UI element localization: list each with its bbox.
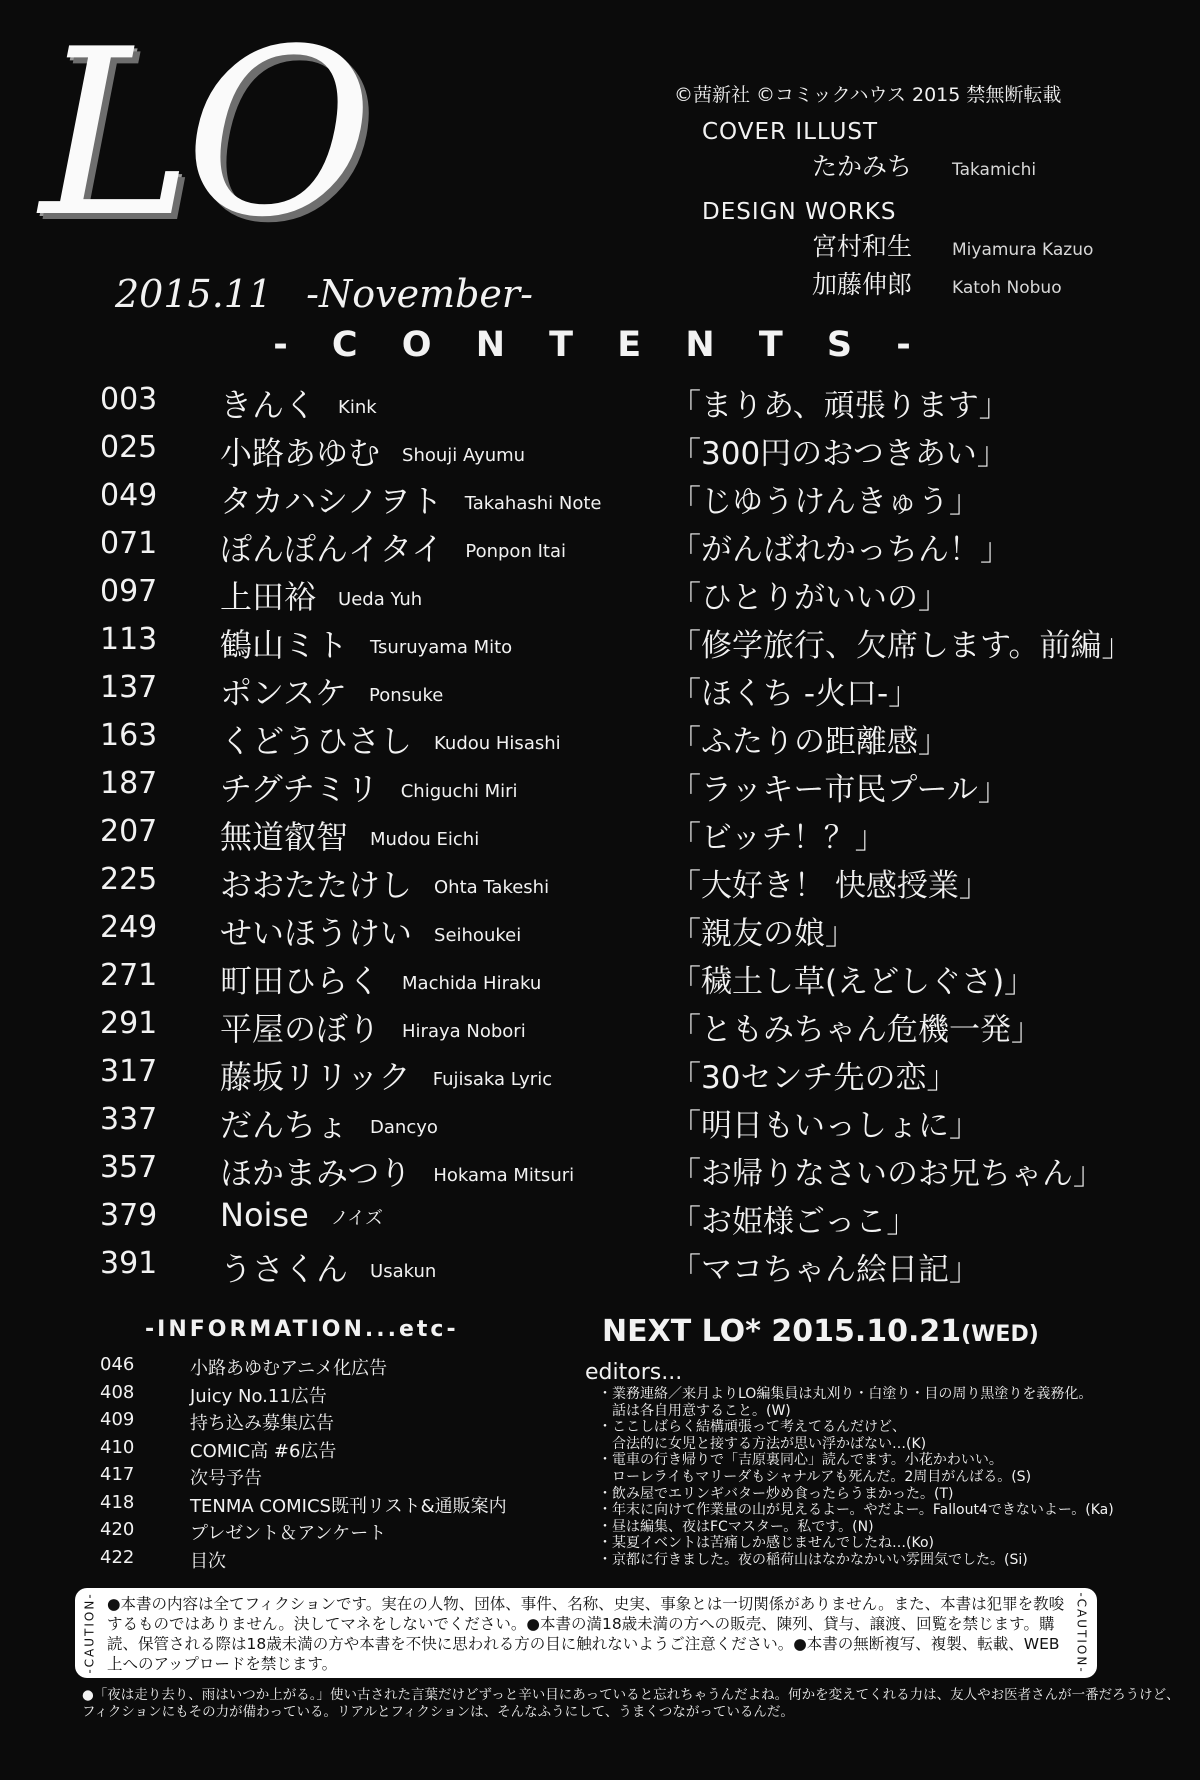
cover-artist-name: たかみち [812,152,913,181]
footer-note: ●「夜は走り去り、雨はいつか上がる。」使い古された言葉だけどずっと辛い目にあっていると忘れちゃうんだよね。何かを変えてくれる力は、友人やお医者さんが一番だろうけど、フィクションにもその力が備わっている。リアルとフィクションは、そんなふうにして、うまくつながっているんだ。 [82,1687,1180,1720]
toc-author [220,476,601,522]
toc-story-title: 「じゆうけんきゅう」 [670,484,980,520]
toc-row [100,430,1180,478]
information-heading: -INFORMATION...etc- [145,1317,459,1342]
editor-comment-line: ・飲み屋でエリンギバター炒め食ったらうまかった。(T) [598,1485,954,1502]
toc-page-number: 137 [100,670,158,705]
toc-row [100,670,1180,718]
information-list [100,1354,580,1574]
toc-author-name: タカハシノヲト [220,482,443,520]
toc-author-romaji: Kudou Hisashi [434,732,561,754]
toc-story-title: 「修学旅行、欠席します。前編」 [670,628,1133,664]
toc-row [100,862,1180,910]
toc-author-romaji: Fujisaka Lyric [432,1068,553,1090]
information-page: 418 [100,1491,135,1513]
information-label: プレゼント＆アンケート [190,1523,387,1544]
toc-author-name: 平屋のぼり [220,1010,381,1048]
toc-story-title: 「ふたりの距離感」 [670,724,949,760]
toc-author-name: 町田ひらく [220,962,381,1000]
toc-row [100,814,1180,862]
issue-date [115,272,533,316]
toc-story-title: 「ビッチ！？」 [670,820,886,856]
toc-author-romaji: ノイズ [330,1208,383,1229]
toc-story-title: 「ほくち -火口-」 [670,676,920,712]
information-page: 420 [100,1519,135,1540]
editor-comment-line: ・電車の行き帰りで「吉原裏同心」読んでます。小花かわいい。 [598,1452,1003,1469]
toc-author-name: だんちょ [220,1106,349,1144]
toc-page-number: 187 [100,766,158,801]
designer-romaji: Katoh Nobuo [952,278,1062,298]
toc-page-number: 071 [100,526,158,561]
toc-author-romaji: Dancyo [370,1116,438,1138]
toc-row [100,478,1180,526]
table-of-contents [100,382,1180,1294]
editors-notes [598,1386,1114,1569]
toc-author [220,668,443,714]
toc-author-name: チグチミリ [220,770,379,808]
information-label: TENMA COMICS既刊リスト&通販案内 [190,1495,507,1517]
toc-page-number: 003 [100,382,158,417]
issue-month: -November- [306,272,533,316]
information-label: 目次 [190,1550,226,1572]
toc-author-romaji: Tsuruyama Mito [370,636,513,658]
toc-row [100,1150,1180,1198]
toc-author [220,812,479,858]
toc-author [220,764,518,810]
editor-comment-line: ・業務連絡／来月よりLO編集員は丸刈り・白塗り・目の周り黒塗りを義務化。 [598,1386,1093,1402]
toc-author-name: きんく [220,386,317,424]
toc-row [100,910,1180,958]
toc-author-name: 藤坂リリック [220,1058,411,1096]
editor-comment-line: 合法的に女児と接する方法が思い浮かばない…(K) [598,1435,927,1452]
designer-name: 加藤伸郎 [812,270,913,299]
toc-page-number: 163 [100,718,158,753]
information-item [100,1492,580,1520]
toc-author-romaji: Ponpon Itai [465,540,566,562]
information-item [100,1382,580,1410]
information-page: 408 [100,1381,135,1403]
toc-author-romaji: Hokama Mitsuri [433,1164,575,1186]
toc-page-number: 379 [100,1198,158,1233]
toc-author [220,524,566,570]
toc-row [100,382,1180,430]
toc-row [100,958,1180,1006]
caution-label-left: -CAUTION- [83,1592,98,1674]
toc-story-title: 「明日もいっしょに」 [670,1108,980,1144]
toc-row [100,766,1180,814]
toc-page-number: 337 [100,1102,158,1137]
toc-story-title: 「まりあ、頑張ります」 [670,388,1010,424]
information-label: 小路あゆむアニメ化広告 [190,1358,388,1379]
editor-comment-line: ・昼は編集、夜はFCマスター。私です。(N) [598,1518,874,1535]
credits-block [674,80,1174,301]
toc-author [220,716,561,762]
toc-row [100,1246,1180,1294]
toc-author-romaji: Hiraya Nobori [402,1020,526,1042]
toc-author-name: 上田裕 [220,578,317,616]
toc-row [100,526,1180,574]
toc-author-romaji: Ueda Yuh [338,588,423,610]
toc-story-title: 「大好き！ 快感授業」 [670,868,990,904]
toc-author-name: ほかまみつり [220,1154,412,1192]
editor-comment-line: ・年末に向けて作業量の山が見えるよー。やだよー。Fallout4できないよー。(Ka) [598,1502,1114,1519]
toc-author [220,1148,574,1194]
design-works-heading: DESIGN WORKS [702,199,897,225]
toc-author [220,956,541,1002]
magazine-logo: LO [40,1,366,268]
toc-page-number: 049 [100,478,158,513]
caution-box [75,1588,1097,1678]
toc-author-romaji: Ohta Takeshi [434,876,550,898]
toc-story-title: 「お帰りなさいのお兄ちゃん」 [670,1156,1104,1192]
toc-author [220,572,422,618]
information-item [100,1437,580,1465]
design-credit [812,227,1174,263]
toc-author [220,1244,436,1290]
toc-page-number: 391 [100,1246,158,1281]
next-issue-label: NEXT LO* 2015.10.21 [602,1314,962,1349]
toc-page-number: 097 [100,574,158,609]
toc-author [220,1004,526,1050]
editor-comment-line: ローレライもマリーダもシャナルアも死んだ。2周目がんばる。(S) [598,1468,1032,1485]
contents-heading: - C O N T E N T S - [273,325,927,365]
information-page: 417 [100,1464,135,1485]
toc-author-name: せいほうけい [220,914,413,952]
toc-author-romaji: Chiguchi Miri [400,780,518,802]
information-item [100,1519,580,1547]
toc-author-romaji: Usakun [370,1260,437,1282]
toc-row [100,718,1180,766]
editors-heading: editors... [585,1360,683,1385]
toc-author-romaji: Mudou Eichi [370,828,480,850]
toc-author-name: くどうひさし [220,722,413,760]
toc-author-name: おおたたけし [220,866,413,904]
toc-page-number: 271 [100,958,158,993]
designer-romaji: Miyamura Kazuo [952,240,1094,260]
design-credit [812,265,1174,301]
toc-row [100,622,1180,670]
toc-author-romaji: Ponsuke [369,684,444,706]
toc-author [220,1052,552,1098]
toc-page-number: 291 [100,1006,158,1041]
information-item [100,1547,580,1575]
toc-author-romaji: Shouji Ayumu [402,444,526,466]
toc-page-number: 249 [100,910,158,945]
toc-story-title: 「ひとりがいいの」 [670,580,949,616]
toc-story-title: 「300円のおつきあい」 [670,436,1008,472]
cover-illust-credit [812,147,1174,183]
toc-story-title: 「穢土し草(えどしぐさ)」 [670,964,1036,1000]
toc-story-title: 「マコちゃん絵日記」 [670,1252,980,1288]
information-page: 422 [100,1546,135,1568]
editor-comment-line: ・某夏イベントは苦痛しか感じませんでしたね…(Ko) [598,1535,934,1552]
cover-artist-romaji: Takamichi [952,160,1037,180]
toc-author-name: 無道叡智 [220,818,349,856]
editor-comment-line: ・京都に行きました。夜の稲荷山はなかなかいい雰囲気でした。(Si) [598,1551,1028,1568]
toc-story-title: 「親友の娘」 [670,916,856,952]
toc-author [220,380,377,426]
toc-row [100,1198,1180,1246]
toc-author [220,428,525,474]
toc-author-romaji: Takahashi Note [464,492,602,514]
toc-author-romaji: Machida Hiraku [402,972,542,994]
toc-author-name: 鶴山ミト [220,626,349,664]
information-page: 410 [100,1436,135,1458]
toc-author [220,860,549,906]
toc-row [100,574,1180,622]
information-label: Juicy No.11広告 [190,1385,327,1407]
toc-page-number: 025 [100,430,158,465]
toc-row [100,1006,1180,1054]
toc-author-name: うさくん [220,1250,349,1288]
editor-comment-line: ・ここしばらく結構頑張って考えてるんだけど、 [598,1419,906,1436]
issue-number: 2015.11 [115,272,273,316]
toc-author [220,620,512,666]
toc-row [100,1102,1180,1150]
toc-author-name: Noise [220,1196,309,1234]
toc-author-name: ぽんぽんイタイ [220,530,444,568]
toc-page-number: 225 [100,862,158,897]
information-label: 次号予告 [190,1468,262,1489]
information-label: 持ち込み募集広告 [190,1413,334,1434]
toc-author [220,908,521,954]
next-issue-weekday: (WED) [961,1322,1039,1347]
toc-author-name: ポンスケ [220,674,348,712]
toc-author [220,1100,438,1146]
toc-story-title: 「お姫様ごっこ」 [670,1204,918,1240]
toc-author-name: 小路あゆむ [220,434,381,472]
information-page: 046 [100,1354,135,1375]
information-item [100,1409,580,1437]
next-issue-date [602,1314,1039,1349]
caution-label-right: -CAUTION- [1075,1592,1090,1674]
caution-text: ●本書の内容は全てフィクションです。実在の人物、団体、事件、名称、史実、事象とは一切関係がありません。また、本書は犯罪を教唆するものではありません。決してマネをしないでください。●本書の満18歳未満の方への販売、陳列、貸与、譲渡、回覧を禁じます。購読、保管される際は18歳未満の方や本書を不快に思われる方の目に触れないようご注意ください。●本書の無断複写、複製、転載、WEB上へのアップロードを禁じます。 [107,1595,1065,1673]
toc-page-number: 357 [100,1150,158,1185]
toc-row [100,1054,1180,1102]
designer-name: 宮村和生 [812,232,913,261]
cover-illust-heading: COVER ILLUST [702,119,879,145]
toc-page-number: 113 [100,622,158,657]
toc-story-title: 「ともみちゃん危機一発」 [670,1012,1042,1048]
toc-author-romaji: Kink [338,396,377,418]
toc-author-romaji: Seihoukei [434,924,522,946]
information-label: COMIC高 #6広告 [190,1440,337,1462]
toc-page-number: 317 [100,1054,158,1089]
information-item [100,1464,580,1492]
toc-author [220,1196,383,1234]
editor-comment-line: 話は各自用意すること。(W) [598,1402,791,1419]
toc-story-title: 「ラッキー市民プール」 [670,772,1009,808]
copyright-notice: ©茜新社 ©コミックハウス 2015 禁無断転載 [674,84,1062,106]
toc-page-number: 207 [100,814,158,849]
information-item [100,1354,580,1382]
information-page: 409 [100,1409,135,1430]
toc-story-title: 「30センチ先の恋」 [670,1060,958,1096]
toc-story-title: 「がんばれかっちん！」 [670,532,1011,568]
